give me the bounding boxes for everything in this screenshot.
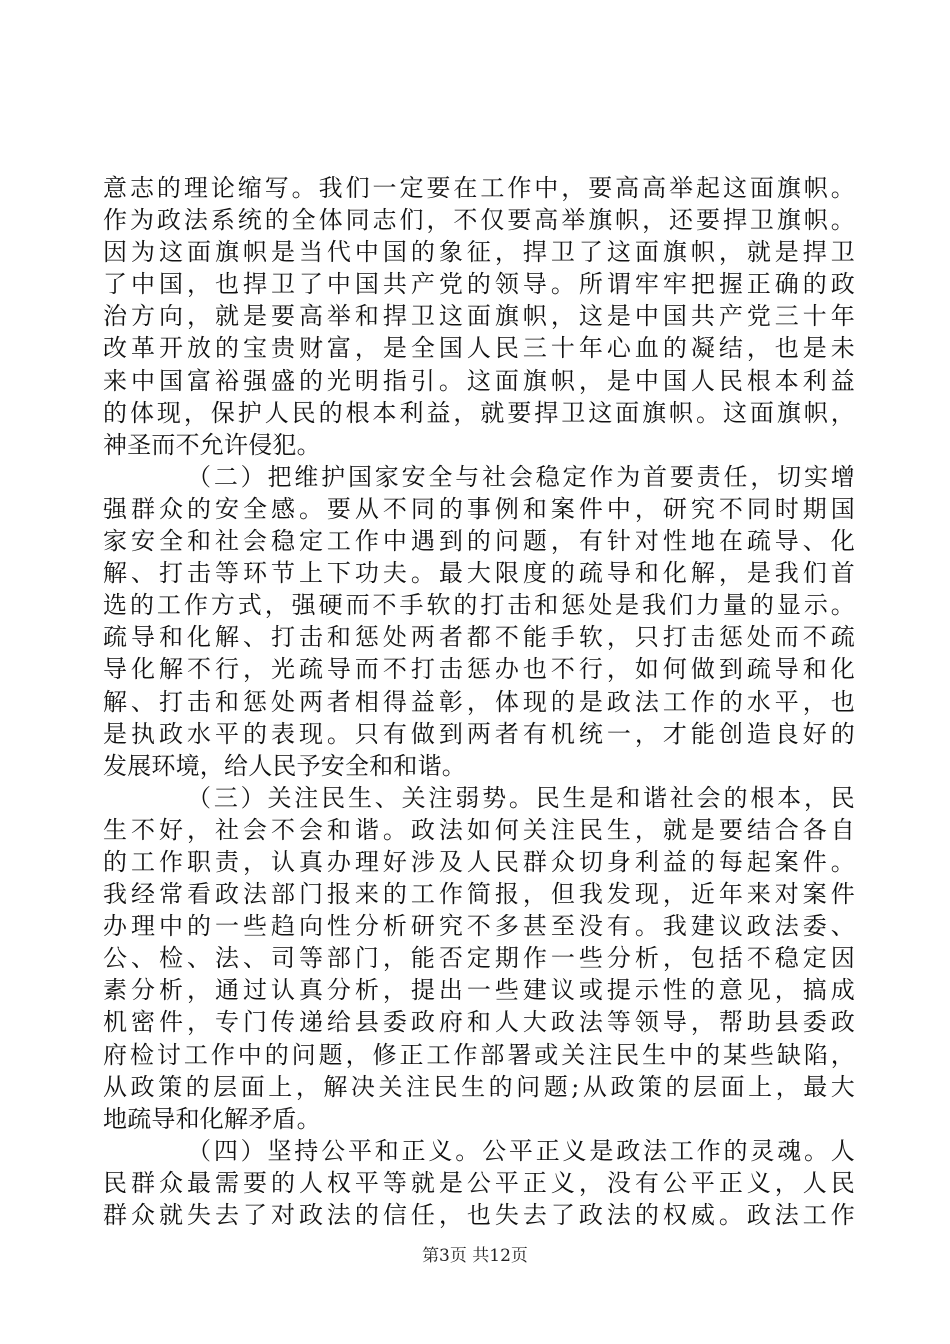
- text-line: 强群众的安全感。要从不同的事例和案件中，研究不同时期国: [103, 494, 855, 523]
- text-line: 解、打击和惩处两者相得益彰，体现的是政法工作的水平，也: [103, 687, 855, 716]
- text-line: 是执政水平的表现。只有做到两者有机统一，才能创造良好的: [103, 719, 855, 748]
- text-line: 从政策的层面上，解决关注民生的问题;从政策的层面上，最大: [103, 1072, 855, 1101]
- document-body: [103, 172, 855, 1231]
- text-line: 发展环境，给人民予安全和和谐。: [103, 751, 466, 780]
- page-number-footer: 第3页 共12页: [422, 1246, 528, 1266]
- text-line: 改革开放的宝贵财富，是全国人民三十年心血的凝结，也是未: [103, 334, 855, 363]
- text-line: 意志的理论缩写。我们一定要在工作中，要高高举起这面旗帜。: [103, 174, 855, 202]
- section-heading-line: （三）关注民生、关注弱势。民生是和谐社会的根本，民: [187, 783, 855, 812]
- text-line: 选的工作方式，强硬而不手软的打击和惩处是我们力量的显示。: [103, 591, 855, 620]
- text-line: 的体现，保护人民的根本利益，就要捍卫这面旗帜。这面旗帜，: [103, 398, 855, 427]
- text-line: 治方向，就是要高举和捍卫这面旗帜，这是中国共产党三十年: [103, 302, 855, 331]
- text-line: 家安全和社会稳定工作中遇到的问题，有针对性地在疏导、化: [103, 527, 855, 556]
- text-line: 疏导和化解、打击和惩处两者都不能手软，只打击惩处而不疏: [103, 623, 855, 652]
- text-line: 机密件，专门传递给县委政府和人大政法等领导，帮助县委政: [103, 1008, 855, 1037]
- text-line: 素分析，通过认真分析，提出一些建议或提示性的意见，搞成: [103, 976, 855, 1005]
- text-line: 府检讨工作中的问题，修正工作部署或关注民生中的某些缺陷，: [103, 1040, 855, 1069]
- text-line: 地疏导和化解矛盾。: [103, 1104, 321, 1133]
- text-line: 的工作职责，认真办理好涉及人民群众切身利益的每起案件。: [103, 847, 855, 876]
- text-line: 作为政法系统的全体同志们，不仅要高举旗帜，还要捍卫旗帜。: [103, 206, 855, 235]
- text-line: 神圣而不允许侵犯。: [103, 430, 321, 459]
- text-line: 来中国富裕强盛的光明指引。这面旗帜，是中国人民根本利益: [103, 366, 855, 395]
- text-line: 生不好，社会不会和谐。政法如何关注民生，就是要结合各自: [103, 815, 855, 844]
- text-line: 群众就失去了对政法的信任，也失去了政法的权威。政法工作: [103, 1201, 855, 1229]
- text-line: 导化解不行，光疏导而不打击惩办也不行，如何做到疏导和化: [103, 655, 855, 684]
- text-line: 了中国，也捍卫了中国共产党的领导。所谓牢牢把握正确的政: [103, 270, 855, 299]
- text-line: 民群众最需要的人权平等就是公平正义，没有公平正义，人民: [103, 1168, 855, 1197]
- text-line: 因为这面旗帜是当代中国的象征，捍卫了这面旗帜，就是捍卫: [103, 238, 855, 267]
- text-line: 我经常看政法部门报来的工作简报，但我发现，近年来对案件: [103, 880, 855, 909]
- section-heading-line: （四）坚持公平和正义。公平正义是政法工作的灵魂。人: [187, 1136, 855, 1165]
- text-line: 办理中的一些趋向性分析研究不多甚至没有。我建议政法委、: [103, 912, 855, 941]
- text-line: 公、检、法、司等部门，能否定期作一些分析，包括不稳定因: [103, 944, 855, 973]
- section-heading-line: （二）把维护国家安全与社会稳定作为首要责任，切实增: [187, 462, 855, 491]
- text-line: 解、打击等环节上下功夫。最大限度的疏导和化解，是我们首: [103, 559, 855, 588]
